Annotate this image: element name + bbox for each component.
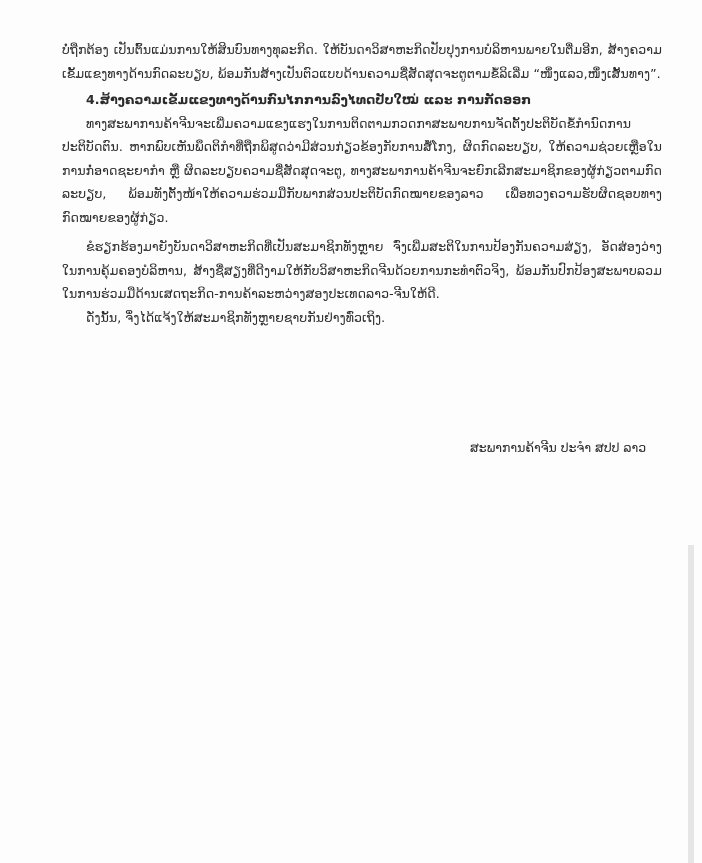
document-body (62, 38, 662, 329)
paragraph-closing: ດັ່ງນັ້ນ, ຈຶ່ງໄດ້ແຈ້ງໃຫ້ສະມາຊິກທັງຫຼາຍຊາບກັນຢ່າງທົ່ວເຖິງ. (86, 309, 386, 325)
paragraph-top: ບໍ່ຖືກຕ້ອງ ເປັນຕົ້ນແມ່ນການໃຫ້ສິນບົນທາງທຸລະກິດ. ໃຫ້ບັນດາວິສາຫະກິດປັບປຸງການບໍລິຫານພາຍໃນຕື່ມອີກ, ສ້າງຄວາມເຂັ້ມແຂງທາງດ້ານກົດລະບຽບ, ພ້ອມກັນສ້າງເປັນຕົວແບບດ້ານຄວາມຊື່ສັດສຸດຈະຕູຕາມຂໍ້ລິເລີ່ມ “ໜຶ່ງແລວ,ໜຶ່ງເສັ້ນທາງ”. (62, 42, 662, 81)
section-heading: 4.ສ້າງຄວາມເຂັ້ມແຂງທາງດ້ານກົນໄກການລົງໄທດປັບໃໝ່ ແລະ ການກັດອອກ (86, 92, 532, 107)
paragraph-appeal: ຂໍຮຽກຮ້ອງມາຍັງບັນດາວິສາຫະກິດທີ່ເປັນສະມາຊິກທັງຫຼາຍ ຈົ່ງເພີ່ມສະຕິໃນການປ້ອງກັນຄວາມສ່ຽງ, ອັດສ່ອງວ່າງໃນການຄຸ້ມຄອງບໍລິຫານ, ສ້າງຊື່ສຽງທີ່ດີງາມໃຫ້ກັບວິສາຫະກິດຈີນດ້ວຍການກະທຳຕົວຈິງ, ພ້ອມກັນປົກປ້ອງສະພາບລວມໃນການຮ່ວມມືດ້ານເສດຖະກິດ-ການຄ້າລະຫວ່າງສອງປະເທດລາວ-ຈີນໃຫ້ດີ. (62, 239, 662, 301)
signature-line: ສະພາການຄ້າຈີນ ປະຈຳ ສປປ ລາວ (470, 440, 647, 455)
paragraph-monitoring: ທາງສະພາການຄ້າຈີນຈະເພີ່ມຄວາມແຂງແຮງໃນການຕິດຕາມກວດກາສະພາບການຈັດຕັ້ງປະຕິບັດຂໍ້ກຳນົດການປະຕິບັດຕົນ. ຫາກພົບເຫັນພຶດຕິກຳທີ່ຖືກພິສູດວ່າມີສ່ວນກ່ຽວຂ້ອງກັບການສໍ້ໂກງ, ຜິດກົດລະບຽບ, ໃຫ້ຄວາມຊ່ວຍເຫຼືອໃນການກໍ່ອາດຊະຍາກຳ ຫຼື ຜິດລະບຽບຄວາມຊື່ສັດສຸດຈະຕູ, ທາງສະພາການຄ້າຈີນຈະຍົກເລີກສະມາຊິກຂອງຜູ້ກ່ຽວຕາມກົດລະບຽບ, ພ້ອມທັງຕັ້ງໜ້າໃຫ້ຄວາມຮ່ວມມືກັບພາກສ່ວນປະຕິບັດກົດໝາຍຂອງລາວ ເພື່ອທວງຄວາມຮັບຜິດຊອບທາງກົດໝາຍຂອງຜູ້ກ່ຽວ. (62, 115, 662, 225)
scrollbar-track[interactable] (688, 545, 694, 863)
